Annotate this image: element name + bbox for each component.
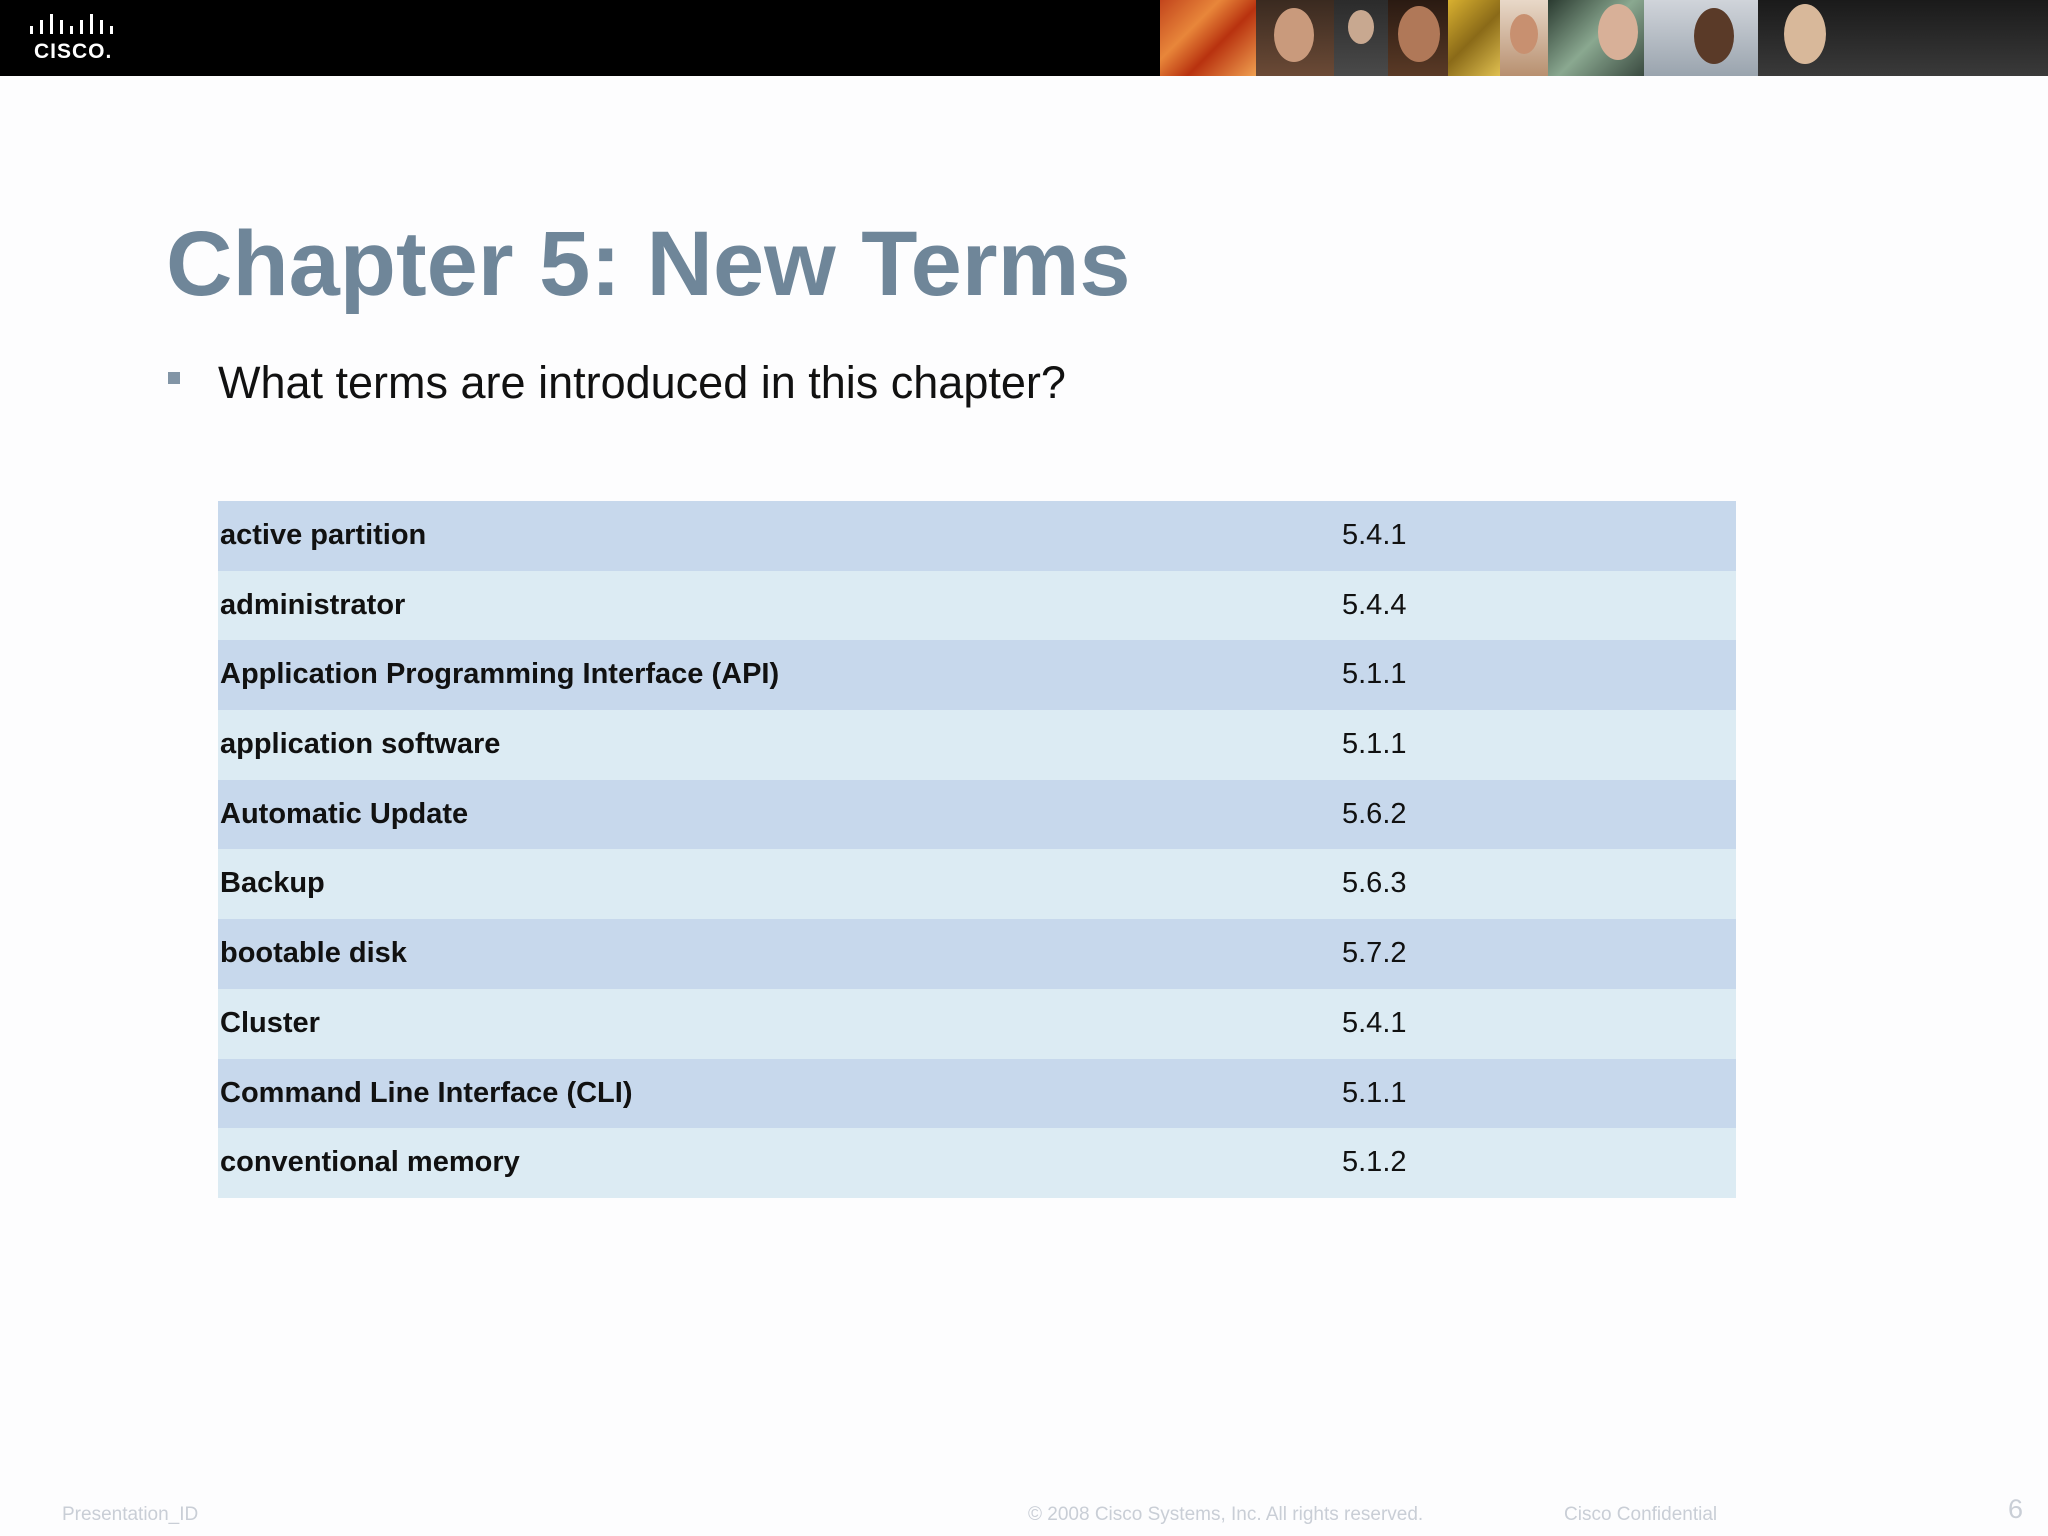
term-cell: administrator	[220, 588, 406, 621]
photo-person-3	[1388, 0, 1448, 76]
footer-copyright: © 2008 Cisco Systems, Inc. All rights reserved.	[1028, 1504, 1424, 1525]
table-row	[218, 849, 1736, 919]
section-cell: 5.6.2	[1342, 797, 1407, 830]
cisco-bars-icon	[30, 14, 116, 38]
section-cell: 5.4.4	[1342, 588, 1407, 621]
table-row	[218, 571, 1736, 641]
photo-person-6	[1758, 0, 2048, 76]
section-cell: 5.4.1	[1342, 1006, 1407, 1039]
section-cell: 5.1.1	[1342, 1076, 1407, 1109]
table-row	[218, 1128, 1736, 1198]
term-cell: Command Line Interface (CLI)	[220, 1076, 633, 1109]
term-cell: conventional memory	[220, 1146, 520, 1179]
header-photo-strip	[1160, 0, 2048, 76]
page-number: 6	[2008, 1494, 2024, 1524]
footer-confidential: Cisco Confidential	[1564, 1504, 1718, 1525]
section-cell: 5.4.1	[1342, 519, 1407, 551]
slide-title: Chapter 5: New Terms	[166, 213, 1131, 315]
table-row	[218, 780, 1736, 850]
section-cell: 5.1.2	[1342, 1146, 1407, 1179]
photo-person-2	[1334, 0, 1388, 76]
photo-person-4	[1500, 0, 1548, 76]
term-cell: Automatic Update	[220, 797, 469, 830]
photo-abstract-orange	[1160, 0, 1256, 76]
cisco-logo-text: CISCO.	[34, 40, 113, 63]
section-cell: 5.1.1	[1342, 728, 1407, 761]
photo-person-5	[1644, 0, 1758, 76]
table-row	[218, 640, 1736, 710]
terms-table	[218, 501, 1736, 1198]
table-row	[218, 919, 1736, 989]
term-cell: Backup	[220, 867, 325, 900]
term-cell: active partition	[220, 519, 427, 551]
table-row	[218, 710, 1736, 780]
term-cell: Cluster	[220, 1006, 320, 1039]
term-cell: bootable disk	[220, 937, 407, 970]
table-row	[218, 1059, 1736, 1129]
table-row	[218, 501, 1736, 571]
bullet-square-icon	[168, 372, 180, 384]
table-row	[218, 989, 1736, 1059]
header-bar	[0, 0, 2048, 76]
bullet-text: What terms are introduced in this chapter?	[218, 357, 1066, 408]
section-cell: 5.1.1	[1342, 658, 1407, 691]
photo-abstract-yellow	[1448, 0, 1500, 76]
section-cell: 5.6.3	[1342, 867, 1407, 900]
term-cell: Application Programming Interface (API)	[220, 658, 780, 691]
photo-person-1	[1256, 0, 1334, 76]
photo-abstract-green	[1548, 0, 1644, 76]
section-cell: 5.7.2	[1342, 937, 1407, 970]
term-cell: application software	[220, 728, 501, 761]
cisco-logo	[28, 14, 118, 64]
footer-presentation-id: Presentation_ID	[62, 1504, 199, 1525]
